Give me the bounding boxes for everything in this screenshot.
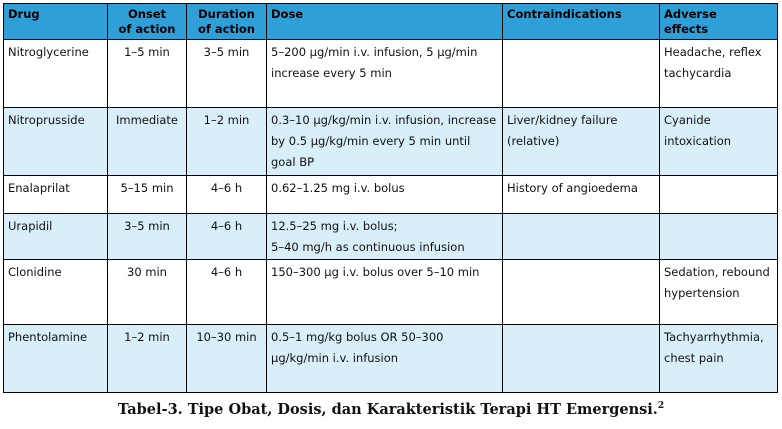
table-caption — [0, 401, 782, 418]
table-row — [4, 325, 778, 393]
cell-drug: Enalaprilat — [4, 176, 108, 214]
cell-onset: 1–5 min — [108, 40, 187, 108]
header-adverse-text: Adverse effects — [664, 7, 717, 36]
caption-text: Tabel-3. Tipe Obat, Dosis, dan Karakteristik Terapi HT Emergensi. — [117, 401, 658, 418]
cell-drug: Clonidine — [4, 260, 108, 325]
cell-drug: Phentolamine — [4, 325, 108, 393]
cell-contraindications — [503, 40, 660, 108]
cell-drug: Urapidil — [4, 214, 108, 260]
cell-adverse-effects: Headache, reflex tachycardia — [660, 40, 778, 108]
cell-onset: 30 min — [108, 260, 187, 325]
cell-dose: 150–300 µg i.v. bolus over 5–10 min — [267, 260, 503, 325]
cell-onset: 5–15 min — [108, 176, 187, 214]
cell-duration: 4–6 h — [187, 260, 267, 325]
header-contraindications: Contraindications — [503, 4, 660, 40]
cell-dose: 5–200 µg/min i.v. infusion, 5 µg/min increase every 5 min — [267, 40, 503, 108]
header-dose: Dose — [267, 4, 503, 40]
cell-dose: 0.3–10 µg/kg/min i.v. infusion, increase by 0.5 µg/kg/min every 5 min until goal BP — [267, 108, 503, 176]
header-onset — [108, 4, 187, 40]
cell-duration: 4–6 h — [187, 214, 267, 260]
drug-table-container — [3, 3, 777, 393]
cell-contraindications — [503, 325, 660, 393]
cell-contraindications — [503, 260, 660, 325]
header-duration-text: Duration of action — [197, 7, 255, 36]
drug-table — [3, 3, 778, 393]
table-header-row — [4, 4, 778, 40]
cell-contraindications — [503, 214, 660, 260]
cell-onset: Immediate — [108, 108, 187, 176]
header-duration — [187, 4, 267, 40]
header-drug: Drug — [4, 4, 108, 40]
table-row — [4, 108, 778, 176]
cell-duration: 1–2 min — [187, 108, 267, 176]
cell-duration: 10–30 min — [187, 325, 267, 393]
caption-reference: 2 — [657, 401, 665, 412]
cell-adverse-effects: Sedation, rebound hypertension — [660, 260, 778, 325]
cell-adverse-effects — [660, 214, 778, 260]
cell-dose: 0.62–1.25 mg i.v. bolus — [267, 176, 503, 214]
cell-duration: 3–5 min — [187, 40, 267, 108]
cell-adverse-effects: Cyanide intoxication — [660, 108, 778, 176]
cell-dose: 12.5–25 mg i.v. bolus; 5–40 mg/h as continuous infusion — [267, 214, 503, 260]
table-row — [4, 260, 778, 325]
cell-contraindications: Liver/kidney failure (relative) — [503, 108, 660, 176]
cell-drug: Nitroprusside — [4, 108, 108, 176]
table-row — [4, 176, 778, 214]
table-row — [4, 40, 778, 108]
cell-adverse-effects — [660, 176, 778, 214]
cell-onset: 3–5 min — [108, 214, 187, 260]
cell-contraindications: History of angioedema — [503, 176, 660, 214]
header-adverse-effects — [660, 4, 778, 40]
cell-dose: 0.5–1 mg/kg bolus OR 50–300 µg/kg/min i.v. infusion — [267, 325, 503, 393]
cell-duration: 4–6 h — [187, 176, 267, 214]
header-onset-text: Onset of action — [118, 7, 176, 36]
table-row — [4, 214, 778, 260]
cell-adverse-effects: Tachyarrhythmia, chest pain — [660, 325, 778, 393]
cell-drug: Nitroglycerine — [4, 40, 108, 108]
cell-onset: 1–2 min — [108, 325, 187, 393]
